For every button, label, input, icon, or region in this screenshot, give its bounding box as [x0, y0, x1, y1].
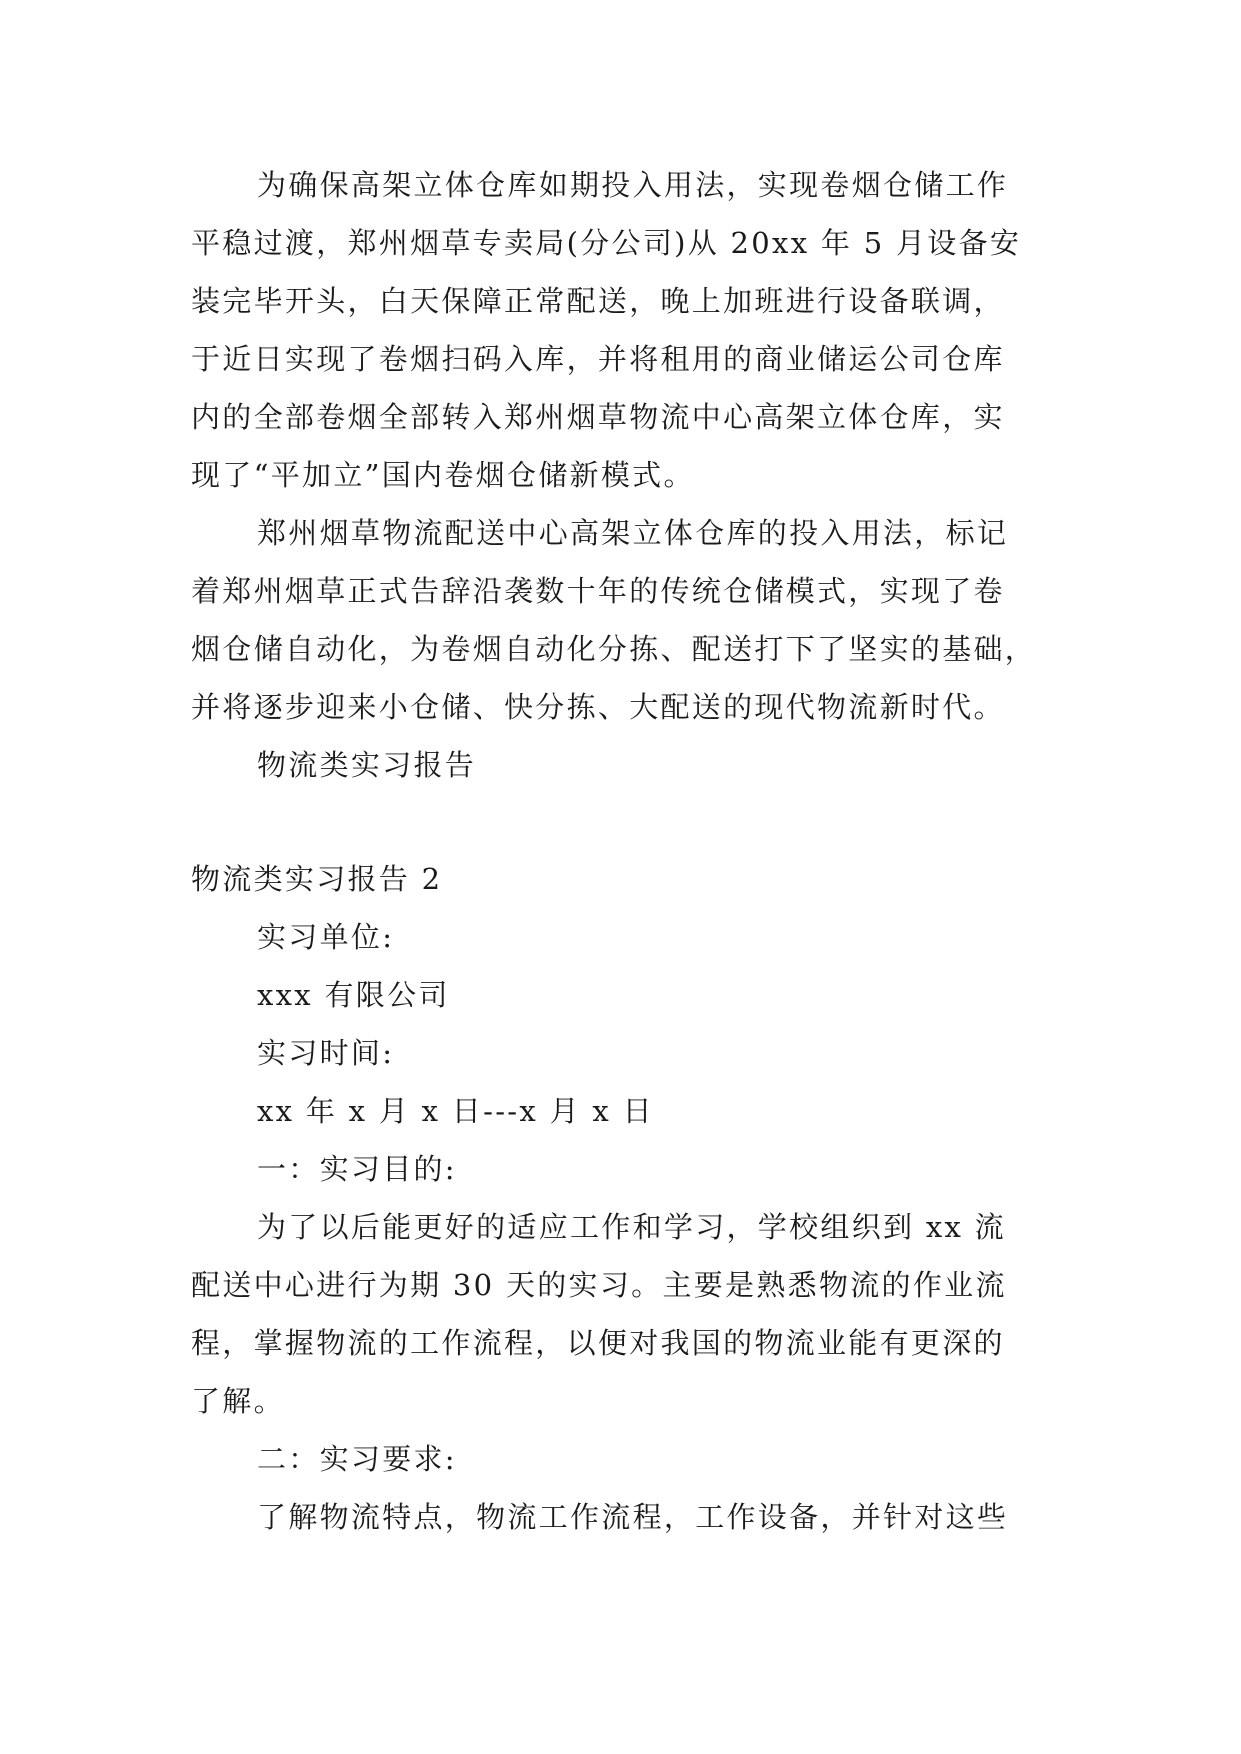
text-line: 了解物流特点，物流工作流程，工作设备，并针对这些	[257, 1500, 1009, 1534]
text-line: 于近日实现了卷烟扫码入库，并将租用的商业储运公司仓库	[191, 342, 1005, 376]
text-line: 现了“平加立”国内卷烟仓储新模式。	[191, 458, 695, 492]
text-line: 装完毕开头，白天保障正常配送，晚上加班进行设备联调，	[191, 284, 1005, 318]
text-line: 为确保高架立体仓库如期投入用法，实现卷烟仓储工作	[257, 168, 1009, 202]
document-body	[191, 156, 1051, 1546]
requirements-heading: 二：实习要求:	[257, 1442, 457, 1476]
text-line: 为了以后能更好的适应工作和学习，学校组织到 xx 流	[257, 1210, 1006, 1244]
paragraph-purpose	[191, 1198, 1051, 1430]
text-line: 了解。	[191, 1384, 285, 1418]
text-line: 平稳过渡，郑州烟草专卖局(分公司)从 20xx 年 5 月设备安	[191, 226, 1022, 260]
paragraph-requirements	[191, 1488, 1051, 1546]
time-value: xx 年 x 月 x 日---x 月 x 日	[257, 1094, 654, 1128]
text-line: 程，掌握物流的工作流程，以便对我国的物流业能有更深的	[191, 1326, 1005, 1360]
text-line: 着郑州烟草正式告辞沿袭数十年的传统仓储模式，实现了卷	[191, 574, 1005, 608]
text-line: 配送中心进行为期 30 天的实习。主要是熟悉物流的作业流	[191, 1268, 1007, 1302]
unit-value: xxx 有限公司	[257, 978, 450, 1012]
paragraph-warehouse-transition	[191, 156, 1051, 504]
text-line: 郑州烟草物流配送中心高架立体仓库的投入用法，标记	[257, 516, 1009, 550]
section-title: 物流类实习报告 2	[191, 862, 443, 896]
time-label: 实习时间:	[257, 1036, 395, 1070]
text-line: 烟仓储自动化，为卷烟自动化分拣、配送打下了坚实的基础，	[191, 632, 1037, 666]
text-line: 并将逐步迎来小仓储、快分拣、大配送的现代物流新时代。	[191, 690, 1005, 724]
unit-label: 实习单位:	[257, 920, 395, 954]
section-spacer	[191, 794, 1051, 850]
paragraph-automation	[191, 504, 1051, 736]
closing-title: 物流类实习报告	[257, 748, 477, 782]
purpose-heading: 一：实习目的:	[257, 1152, 457, 1186]
text-line: 内的全部卷烟全部转入郑州烟草物流中心高架立体仓库，实	[191, 400, 1005, 434]
